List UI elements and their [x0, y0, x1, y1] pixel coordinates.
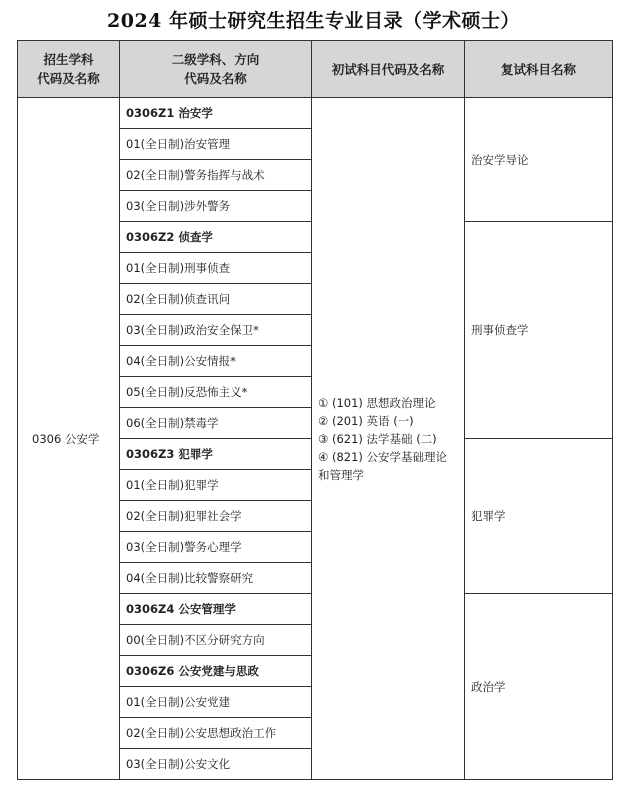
header-exam-subjects: 初试科目代码及名称 [312, 41, 465, 98]
exam-subject: ③ (621) 法学基础 (二) [318, 431, 437, 446]
direction-row: 01(全日制)公安党建 [120, 687, 312, 718]
direction-row: 03(全日制)政治安全保卫* [120, 315, 312, 346]
exam-subject: ④ (821) 公安学基础理论 [318, 449, 448, 464]
direction-row: 00(全日制)不区分研究方向 [120, 625, 312, 656]
direction-row: 02(全日制)侦查讯问 [120, 284, 312, 315]
header-discipline [18, 41, 120, 98]
catalog-table [17, 40, 613, 780]
subject-heading: 0306Z4 公安管理学 [120, 594, 312, 625]
direction-row: 02(全日制)犯罪社会学 [120, 501, 312, 532]
direction-row: 01(全日制)犯罪学 [120, 470, 312, 501]
exam-subject: ① (101) 思想政治理论 [318, 395, 436, 410]
header-retest-subjects: 复试科目名称 [465, 41, 613, 98]
direction-row: 06(全日制)禁毒学 [120, 408, 312, 439]
header-direction-line1: 二级学科、方向 [171, 52, 260, 67]
subject-heading: 0306Z6 公安党建与思政 [120, 656, 312, 687]
direction-row: 01(全日制)刑事侦查 [120, 253, 312, 284]
direction-row: 03(全日制)公安文化 [120, 749, 312, 780]
direction-row: 02(全日制)警务指挥与战术 [120, 160, 312, 191]
retest-cell: 治安学导论 [465, 98, 613, 222]
direction-row: 04(全日制)公安情报* [120, 346, 312, 377]
direction-row: 01(全日制)治安管理 [120, 129, 312, 160]
subject-heading: 0306Z2 侦查学 [120, 222, 312, 253]
exam-subjects-cell [312, 98, 465, 780]
header-direction [120, 41, 312, 98]
major-cell: 0306 公安学 [18, 98, 120, 780]
subject-heading: 0306Z1 治安学 [120, 98, 312, 129]
header-direction-line2: 代码及名称 [184, 71, 247, 86]
exam-subject: 和管理学 [318, 467, 364, 482]
page-title: 2024 年硕士研究生招生专业目录（学术硕士） [107, 10, 520, 32]
retest-cell: 刑事侦查学 [465, 222, 613, 439]
direction-row: 03(全日制)涉外警务 [120, 191, 312, 222]
subject-heading: 0306Z3 犯罪学 [120, 439, 312, 470]
header-row [18, 41, 613, 98]
header-discipline-line2: 代码及名称 [37, 71, 100, 86]
retest-cell: 犯罪学 [465, 439, 613, 594]
retest-cell: 政治学 [465, 594, 613, 780]
direction-row: 03(全日制)警务心理学 [120, 532, 312, 563]
header-discipline-line1: 招生学科 [43, 52, 94, 67]
direction-row: 05(全日制)反恐怖主义* [120, 377, 312, 408]
direction-row: 04(全日制)比较警察研究 [120, 563, 312, 594]
direction-row: 02(全日制)公安思想政治工作 [120, 718, 312, 749]
exam-subject: ② (201) 英语 (一) [318, 413, 414, 428]
